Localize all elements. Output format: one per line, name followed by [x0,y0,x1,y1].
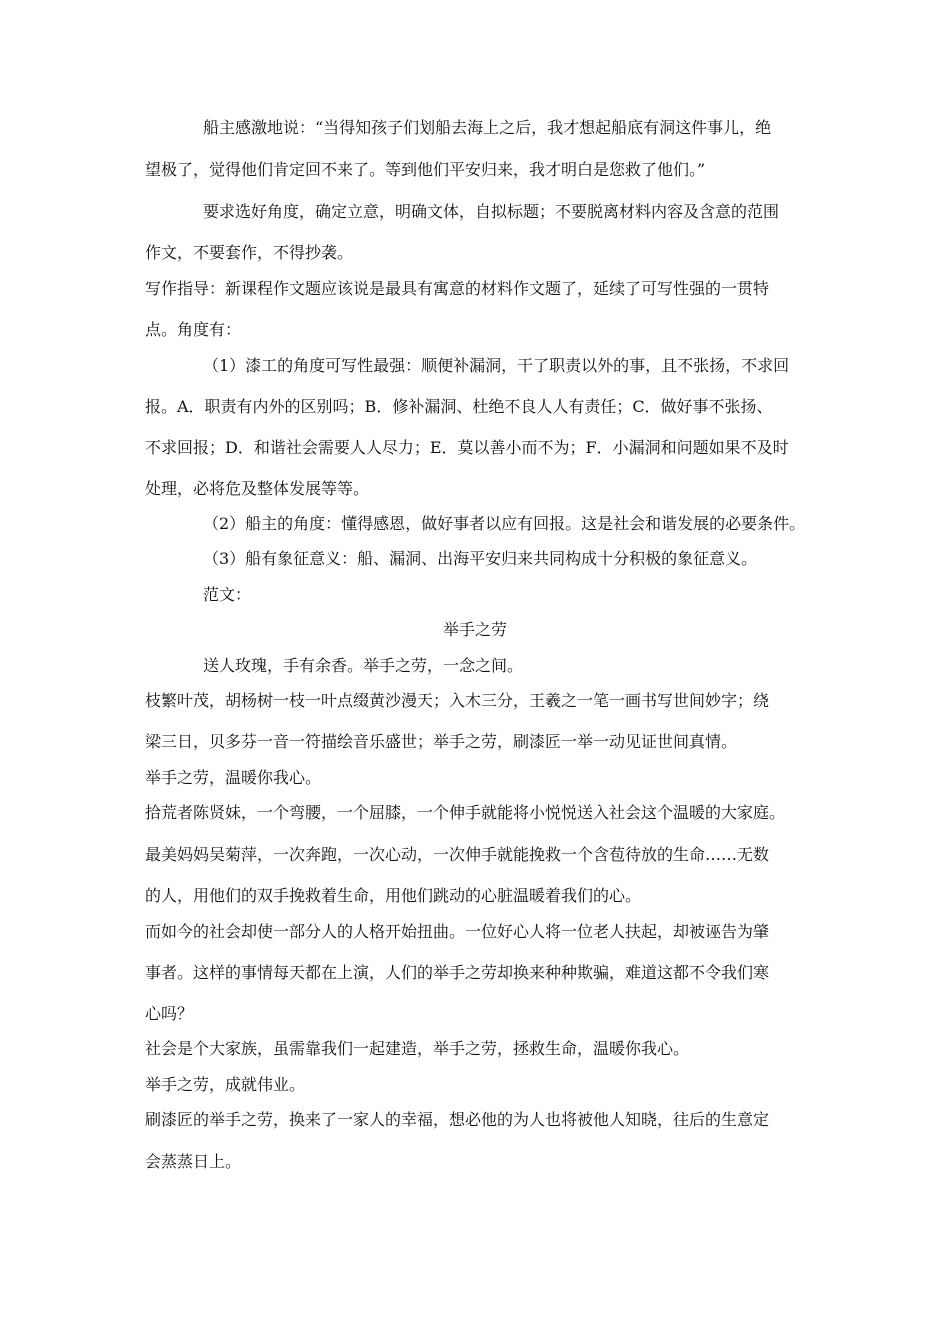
text-line: 刷漆匠的举手之劳，换来了一家人的幸福，想必他的为人也将被他人知晓，往后的生意定 [145,1110,770,1129]
text-line: 不求回报；D．和谐社会需要人人尽力；E．莫以善小而不为；F．小漏洞和问题如果不及时 [145,438,789,457]
text-line: 范文： [203,585,252,604]
text-line: 作文，不要套作，不得抄袭。 [145,243,354,262]
text-line: 而如今的社会却使一部分人的人格开始扭曲。一位好心人将一位老人扶起，却被诬告为肇 [145,922,770,941]
text-line: 举手之劳，成就伟业。 [145,1075,306,1094]
text-line: 点。角度有： [145,320,242,339]
text-line: 社会是个大家族，虽需靠我们一起建造，举手之劳，拯救生命，温暖你我心。 [145,1039,690,1058]
text-line: 枝繁叶茂，胡杨树一枝一叶点缀黄沙漫天；入木三分，王羲之一笔一画书写世间妙字；绕 [145,691,770,710]
text-line: 举手之劳，温暖你我心。 [145,768,322,787]
text-line: 的人，用他们的双手挽救着生命，用他们跳动的心脏温暖着我们的心。 [145,886,642,905]
text-line: 要求选好角度，确定立意，明确文体，自拟标题；不要脱离材料内容及含意的范围 [203,202,780,221]
text-line: （3）船有象征意义：船、漏洞、出海平安归来共同构成十分积极的象征意义。 [203,549,758,568]
text-line: 会蒸蒸日上。 [145,1152,242,1171]
text-line: 送人玫瑰，手有余香。举手之劳，一念之间。 [203,656,524,675]
text-line: 拾荒者陈贤妹，一个弯腰，一个屈膝，一个伸手就能将小悦悦送入社会这个温暖的大家庭。 [145,803,786,822]
text-line: （1）漆工的角度可写性最强：顺便补漏洞，干了职责以外的事，且不张扬，不求回 [203,356,790,375]
text-line: 心吗？ [145,1004,194,1023]
text-line: 望极了，觉得他们肯定回不来了。等到他们平安归来，我才明白是您救了他们。” [145,160,706,179]
text-line: 写作指导：新课程作文题应该说是最具有寓意的材料作文题了，延续了可写性强的一贯特 [145,279,770,298]
text-line: 梁三日，贝多芬一音一符描绘音乐盛世；举手之劳，刷漆匠一举一动见证世间真情。 [145,732,738,751]
text-line: 船主感激地说：“当得知孩子们划船去海上之后，我才想起船底有洞这件事儿，绝 [203,118,772,137]
text-line: 事者。这样的事情每天都在上演，人们的举手之劳却换来种种欺骗，难道这都不令我们寒 [145,963,770,982]
text-line: 最美妈妈吴菊萍，一次奔跑，一次心动，一次伸手就能挽救一个含苞待放的生命……无数 [145,845,770,864]
text-line: 处理，必将危及整体发展等等。 [145,479,370,498]
text-line: 报。A．职责有内外的区别吗；B．修补漏洞、杜绝不良人人有责任；C．做好事不张扬、 [145,397,773,416]
essay-title: 举手之劳 [443,620,508,639]
text-line: （2）船主的角度：懂得感恩，做好事者以应有回报。这是社会和谐发展的必要条件。 [203,514,806,533]
